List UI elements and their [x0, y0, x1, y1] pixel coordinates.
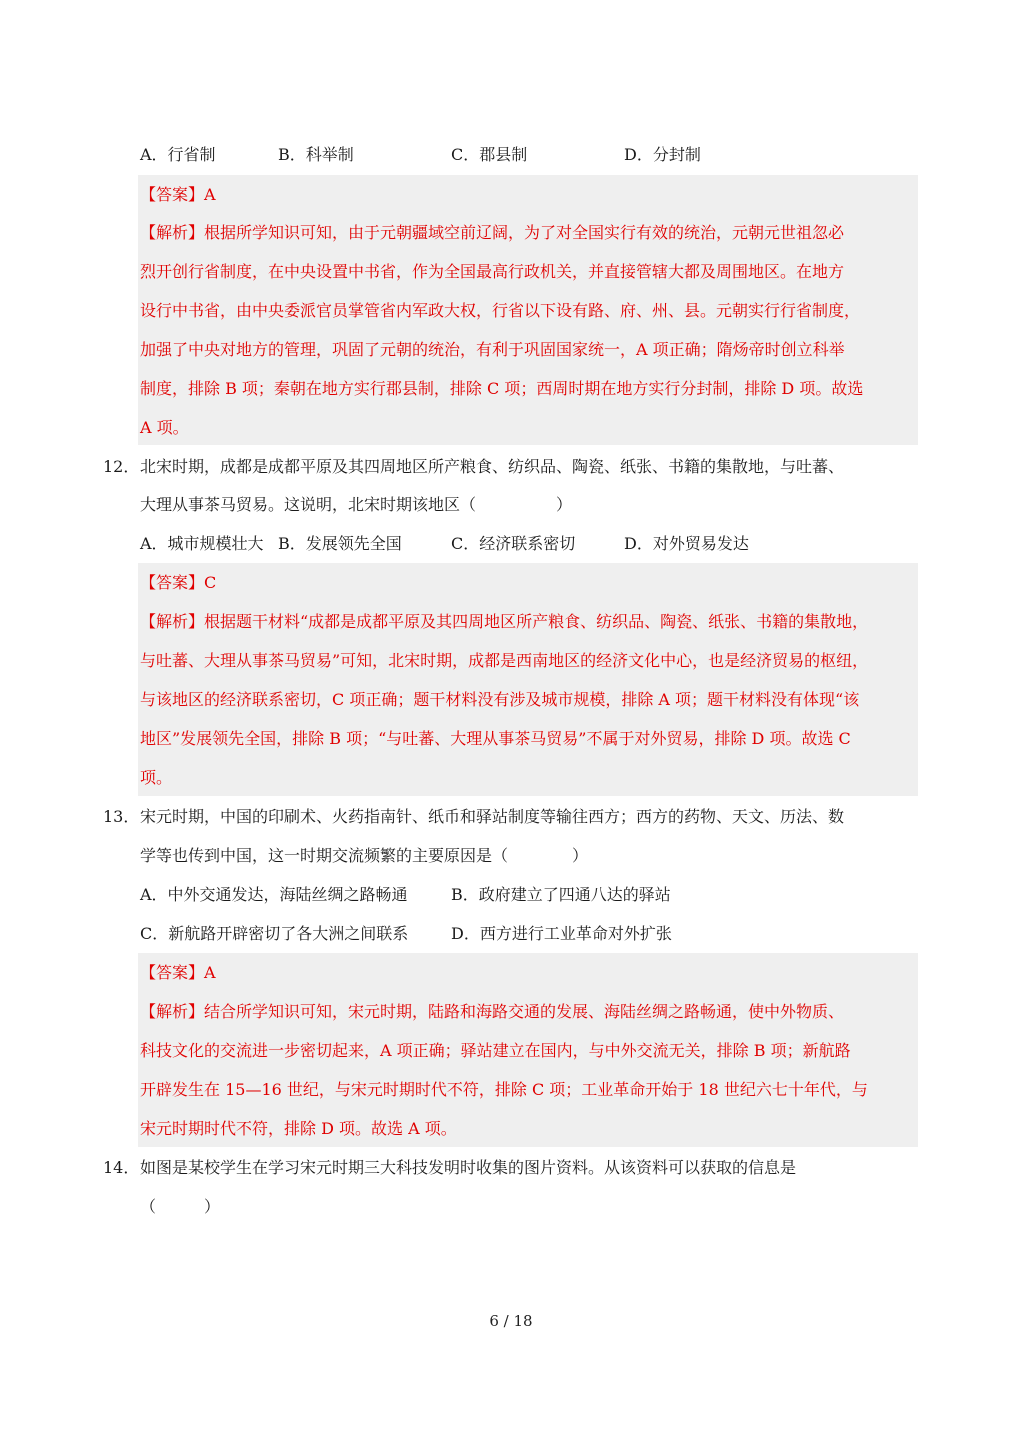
q13-analysis-line: 【解析】结合所学知识可知，宋元时期，陆路和海路交通的发展、海陆丝绸之路畅通，使中外物质、	[140, 1002, 845, 1021]
q11-option-c: C．郡县制	[451, 145, 528, 164]
q14-number: 14．	[103, 1158, 140, 1177]
q11-analysis-line: 加强了中央对地方的管理，巩固了元朝的统治，有利于巩固国家统一，A 项正确；隋炀帝时创立科举	[140, 340, 845, 359]
q13-analysis-line: 宋元时期时代不符，排除 D 项。故选 A 项。	[140, 1119, 457, 1138]
q12-option-d: D．对外贸易发达	[624, 534, 749, 553]
q13-stem-line: 宋元时期，中国的印刷术、火药指南针、纸币和驿站制度等输往西方；西方的药物、天文、历法、数	[140, 807, 845, 826]
q12-option-b: B．发展领先全国	[278, 534, 402, 553]
q13-number: 13．	[103, 807, 140, 826]
q11-analysis-line: 设行中书省，由中央委派官员掌管省内军政大权，行省以下设有路、府、州、县。元朝实行行省制度，	[140, 301, 861, 320]
q12-answer: 【答案】C	[140, 573, 217, 592]
q13-analysis-line: 科技文化的交流进一步密切起来，A 项正确；驿站建立在国内，与中外交流无关，排除 B 项；新航路	[140, 1041, 851, 1060]
q14-stem-line: （ ）	[140, 1197, 221, 1216]
q13-option-b: B．政府建立了四通八达的驿站	[451, 885, 671, 904]
q12-analysis-line: 地区”发展领先全国，排除 B 项；“与吐蕃、大理从事茶马贸易”不属于对外贸易，排除 D 项。故选 C	[140, 729, 851, 748]
q13-option-d: D．西方进行工业革命对外扩张	[451, 924, 672, 943]
q13-answer: 【答案】A	[140, 963, 216, 982]
q13-analysis-line: 开辟发生在 15—16 世纪，与宋元时期时代不符，排除 C 项；工业革命开始于 18 世纪六七十年代，与	[140, 1080, 868, 1099]
q12-option-c: C．经济联系密切	[451, 534, 576, 553]
q12-analysis-line: 【解析】根据题干材料“成都是成都平原及其四周地区所产粮食、纺织品、陶瓷、纸张、书籍的集散地，	[140, 612, 869, 631]
q12-option-a: A．城市规模壮大	[140, 534, 264, 553]
q13-stem-line: 学等也传到中国，这一时期交流频繁的主要原因是（ ）	[140, 846, 589, 865]
q11-analysis-line: A 项。	[140, 418, 189, 437]
q14-stem-line: 如图是某校学生在学习宋元时期三大科技发明时收集的图片资料。从该资料可以获取的信息是	[140, 1158, 797, 1177]
q12-number: 12．	[103, 457, 140, 476]
page-number: 6 / 18	[489, 1312, 533, 1330]
q12-analysis-line: 与吐蕃、大理从事茶马贸易”可知，北宋时期，成都是西南地区的经济文化中心，也是经济贸易的枢纽，	[140, 651, 869, 670]
q13-option-a: A．中外交通发达，海陆丝绸之路畅通	[140, 885, 408, 904]
q13-option-c: C．新航路开辟密切了各大洲之间联系	[140, 924, 409, 943]
q11-analysis-line: 烈开创行省制度，在中央设置中书省，作为全国最高行政机关，并直接管辖大都及周围地区。在地方	[140, 262, 845, 281]
q12-analysis-line: 项。	[140, 768, 173, 787]
q11-analysis-line: 【解析】根据所学知识可知，由于元朝疆域空前辽阔，为了对全国实行有效的统治，元朝元世祖忽必	[140, 223, 845, 242]
q11-answer: 【答案】A	[140, 185, 216, 204]
q11-option-b: B．科举制	[278, 145, 354, 164]
q12-analysis-line: 与该地区的经济联系密切，C 项正确；题干材料没有涉及城市规模，排除 A 项；题干材料没有体现“该	[140, 690, 860, 709]
q11-option-d: D．分封制	[624, 145, 701, 164]
q13-answer-block	[138, 953, 918, 1147]
q12-answer-block	[138, 563, 918, 796]
q12-stem-line: 大理从事茶马贸易。这说明，北宋时期该地区（ ）	[140, 495, 573, 514]
q12-stem-line: 北宋时期，成都是成都平原及其四周地区所产粮食、纺织品、陶瓷、纸张、书籍的集散地，与吐蕃、	[140, 457, 845, 476]
q11-analysis-line: 制度，排除 B 项；秦朝在地方实行郡县制，排除 C 项；西周时期在地方实行分封制，排除 D 项。故选	[140, 379, 864, 398]
q11-answer-block	[138, 175, 918, 445]
q11-option-a: A．行省制	[140, 145, 216, 164]
